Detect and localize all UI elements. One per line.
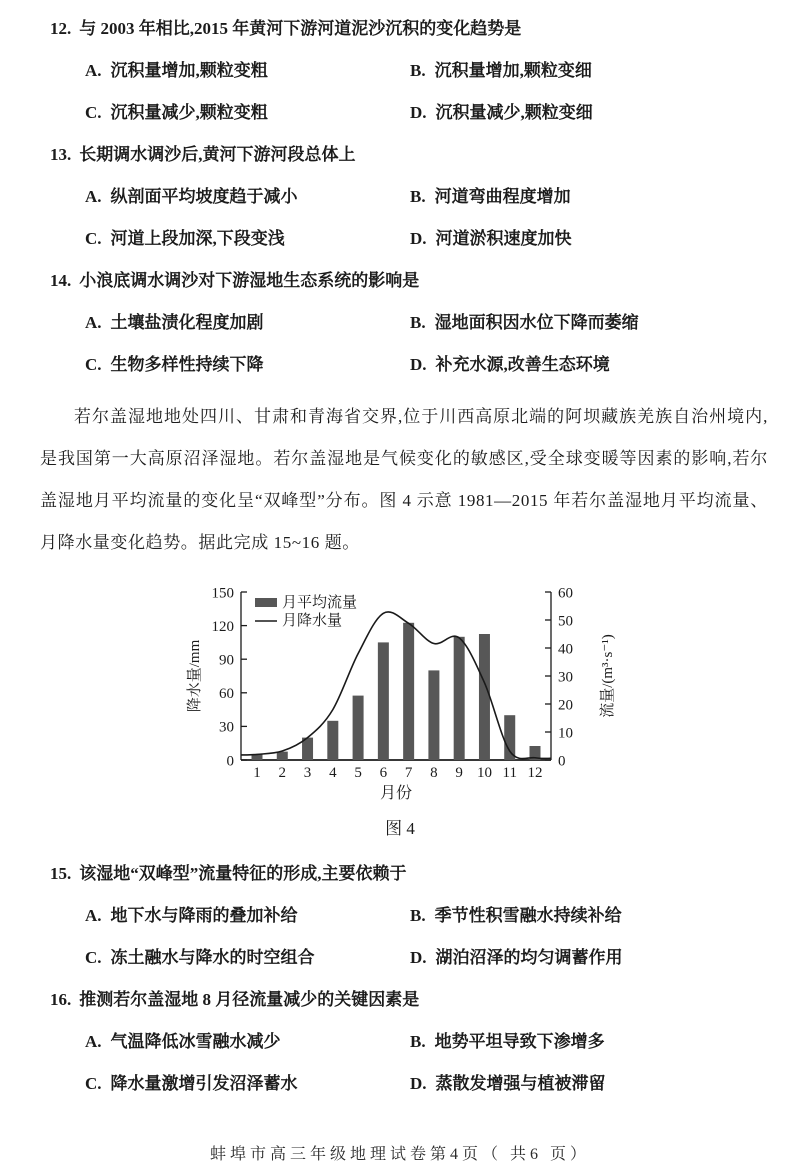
question-stem: 推测若尔盖湿地 8 月径流量减少的关键因素是: [79, 990, 420, 1009]
passage: 若尔盖湿地地处四川、甘肃和青海省交界,位于川西高原北端的阿坝藏族羌族自治州境内,是我国第一大高原沼泽湿地。若尔盖湿地是气候变化的敏感区,受全球变暖等因素的影响,若尔盖湿地月平均流量的变化呈“双峰型”分布。图 4 示意 1981—2015 年若尔盖湿地月平均流量、月降水量变化趋势。据此完成 15~16 题。: [40, 407, 768, 552]
option-text: 土壤盐渍化程度加剧: [110, 313, 264, 332]
svg-text:40: 40: [558, 641, 573, 658]
svg-text:50: 50: [558, 613, 573, 630]
right-axis: [545, 585, 616, 769]
page-footer: 蚌埠市高三年级地理试卷第4页（ 共6 页）: [209, 1146, 590, 1163]
option-text: 地下水与降雨的叠加补给: [110, 906, 298, 925]
figure-caption: 图 4: [385, 819, 415, 838]
x-axis: [253, 765, 542, 802]
svg-text:20: 20: [558, 697, 573, 714]
question-number: 15.: [50, 864, 72, 883]
svg-text:150: 150: [211, 585, 234, 602]
svg-text:90: 90: [219, 652, 234, 669]
option-text: 河道弯曲程度增加: [434, 187, 571, 206]
option-text: 降水量激增引发沼泽蓄水: [110, 1074, 298, 1093]
option-label: B.: [410, 1032, 426, 1051]
svg-text:8: 8: [430, 765, 438, 781]
question-stem: 与 2003 年相比,2015 年黄河下游河道泥沙沉积的变化趋势是: [79, 19, 522, 38]
option-text: 生物多样性持续下降: [110, 355, 264, 374]
right-axis-title: 流量/(m³·s⁻¹): [600, 634, 616, 718]
options-grid: [85, 186, 800, 270]
question-stem: 小浪底调水调沙对下游湿地生态系统的影响是: [79, 271, 420, 290]
svg-text:30: 30: [558, 669, 573, 686]
option-text: 气温降低冰雪融水减少: [110, 1032, 281, 1051]
question-13: [0, 144, 800, 270]
option-text: 河道上段加深,下段变浅: [110, 229, 285, 248]
option-12-c: [85, 102, 410, 124]
option-text: 冻土融水与降水的时空组合: [110, 948, 315, 967]
option-16-b: [410, 1031, 800, 1053]
option-label: C.: [85, 355, 102, 374]
svg-text:5: 5: [354, 765, 362, 781]
question-stem-row: [0, 989, 800, 1011]
question-stem-row: [0, 18, 800, 40]
option-text: 沉积量减少,颗粒变细: [435, 103, 593, 122]
svg-text:60: 60: [558, 585, 573, 602]
svg-text:10: 10: [476, 765, 492, 781]
option-label: B.: [410, 61, 426, 80]
question-stem-row: [0, 144, 800, 166]
option-text: 沉积量增加,颗粒变细: [434, 61, 592, 80]
option-label: D.: [410, 355, 427, 374]
legend-bar-swatch: [255, 598, 277, 607]
option-label: D.: [410, 229, 427, 248]
svg-text:30: 30: [219, 719, 234, 736]
svg-text:2: 2: [278, 765, 287, 781]
option-16-d: [410, 1073, 800, 1095]
option-label: C.: [85, 1074, 102, 1093]
option-14-b: [410, 312, 800, 334]
options-grid: [85, 60, 800, 144]
question-stem-row: [0, 270, 800, 292]
question-15: [0, 863, 800, 989]
option-text: 地势平坦导致下渗增多: [434, 1032, 605, 1051]
left-axis: [186, 585, 247, 769]
question-16: [0, 989, 800, 1115]
question-number: 12.: [50, 19, 72, 38]
option-15-d: [410, 947, 800, 969]
svg-text:1: 1: [253, 765, 261, 781]
option-label: A.: [85, 1032, 102, 1051]
question-number: 13.: [50, 145, 72, 164]
option-text: 湖泊沼泽的均匀调蓄作用: [435, 948, 623, 967]
option-15-b: [410, 905, 800, 927]
svg-text:60: 60: [219, 686, 234, 703]
option-label: D.: [410, 1074, 427, 1093]
legend-bar-label: 月平均流量: [282, 595, 358, 611]
option-label: A.: [85, 906, 102, 925]
option-13-b: [410, 186, 800, 208]
option-label: A.: [85, 61, 102, 80]
option-label: D.: [410, 948, 427, 967]
legend-line-label: 月降水量: [282, 613, 343, 629]
option-text: 沉积量减少,颗粒变粗: [110, 103, 268, 122]
option-text: 湿地面积因水位下降而萎缩: [434, 313, 639, 332]
svg-text:12: 12: [527, 765, 543, 781]
option-text: 季节性积雪融水持续补给: [434, 906, 622, 925]
svg-text:10: 10: [558, 725, 573, 742]
legend: [255, 594, 357, 629]
option-16-c: [85, 1073, 410, 1095]
option-label: B.: [410, 187, 426, 206]
svg-text:9: 9: [455, 765, 463, 781]
option-text: 沉积量增加,颗粒变粗: [110, 61, 268, 80]
option-label: A.: [85, 187, 102, 206]
option-12-d: [410, 102, 800, 124]
svg-text:0: 0: [226, 753, 234, 770]
option-16-a: [85, 1031, 410, 1053]
question-stem-row: [0, 863, 800, 885]
question-12: [0, 18, 800, 144]
options-grid: [85, 905, 800, 989]
question-number: 16.: [50, 990, 72, 1009]
question-stem: 该湿地“双峰型”流量特征的形成,主要依赖于: [79, 864, 407, 883]
figure-4: [0, 568, 800, 839]
question-stem: 长期调水调沙后,黄河下游河段总体上: [79, 145, 356, 164]
option-15-c: [85, 947, 410, 969]
left-axis-title: 降水量/mm: [187, 639, 203, 713]
question-number: 14.: [50, 271, 72, 290]
option-13-a: [85, 186, 410, 208]
svg-text:3: 3: [303, 765, 312, 781]
option-label: C.: [85, 103, 102, 122]
option-label: D.: [410, 103, 427, 122]
option-12-a: [85, 60, 410, 82]
option-14-d: [410, 354, 800, 376]
question-14: [0, 270, 800, 396]
option-label: C.: [85, 948, 102, 967]
option-13-c: [85, 228, 410, 250]
option-label: A.: [85, 313, 102, 332]
option-12-b: [410, 60, 800, 82]
option-text: 河道淤积速度加快: [435, 229, 572, 248]
x-axis-title: 月份: [379, 785, 413, 802]
option-text: 补充水源,改善生态环境: [435, 355, 610, 374]
options-grid: [85, 1031, 800, 1115]
option-text: 纵剖面平均坡度趋于减小: [110, 187, 298, 206]
option-label: B.: [410, 313, 426, 332]
svg-text:6: 6: [379, 765, 388, 781]
bars-monthly-flow: [252, 623, 541, 760]
svg-text:0: 0: [558, 753, 566, 770]
svg-text:7: 7: [404, 765, 413, 781]
svg-text:11: 11: [502, 765, 517, 781]
svg-text:4: 4: [329, 765, 337, 781]
svg-text:120: 120: [211, 618, 234, 635]
option-14-a: [85, 312, 410, 334]
options-grid: [85, 312, 800, 396]
option-14-c: [85, 354, 410, 376]
option-label: B.: [410, 906, 426, 925]
option-13-d: [410, 228, 800, 250]
flow-precipitation-chart: [185, 568, 645, 808]
option-label: C.: [85, 229, 102, 248]
option-text: 蒸散发增强与植被滞留: [435, 1074, 606, 1093]
option-15-a: [85, 905, 410, 927]
